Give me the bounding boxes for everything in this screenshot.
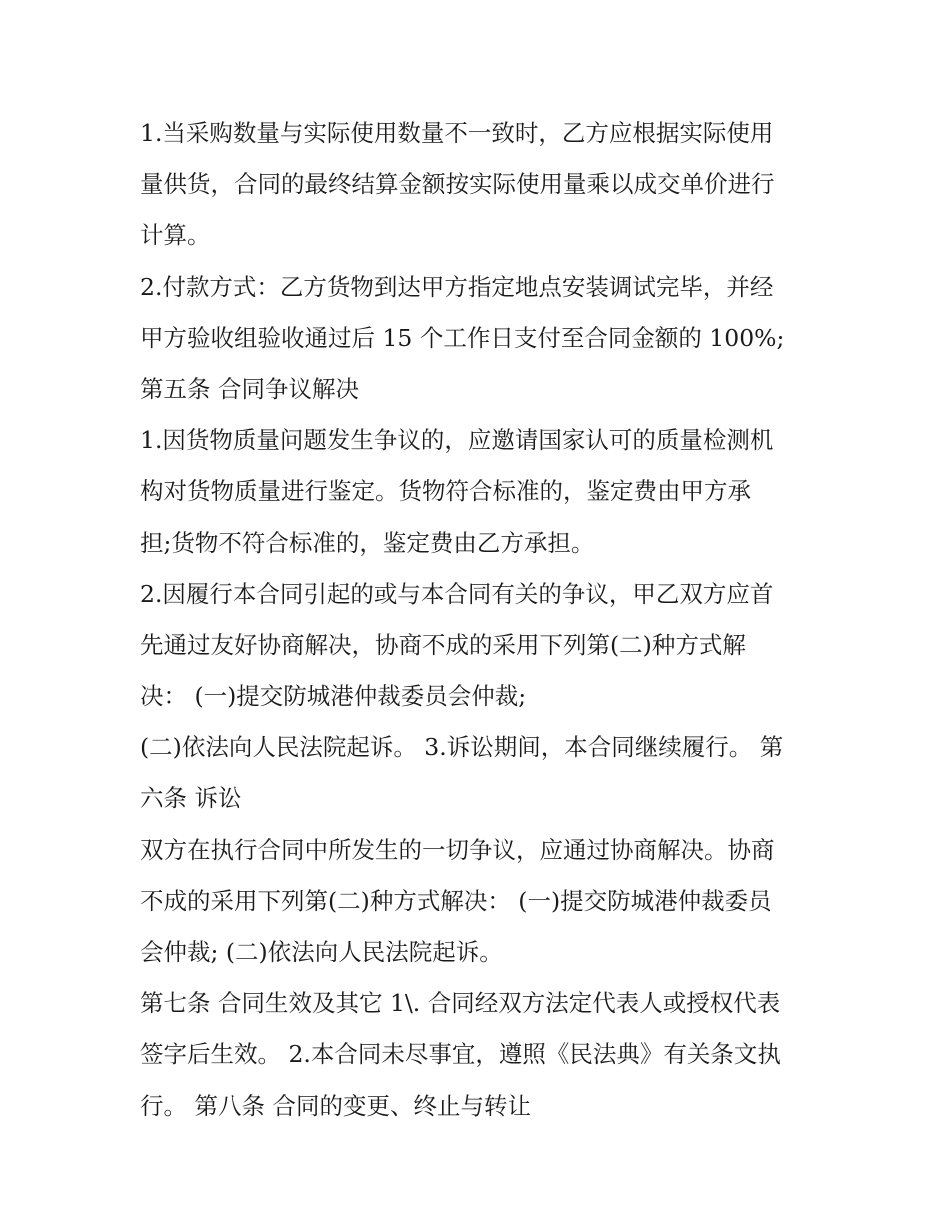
text-line: 1.当采购数量与实际使用数量不一致时，乙方应根据实际使用 [140, 119, 774, 147]
text-line: 计算。 [140, 221, 211, 250]
text-line: 先通过友好协商解决，协商不成的采用下列第(二)种方式解 [140, 630, 746, 659]
text-line: 担;货物不符合标准的，鉴定费由乙方承担。 [140, 528, 595, 557]
text-line: 甲方验收组验收通过后 15 个工作日支付至合同金额的 100%; [140, 323, 785, 352]
text-line: (二)依法向人民法院起诉。 3.诉讼期间，本合同继续履行。 第 [140, 733, 784, 762]
text-line: 不成的采用下列第(二)种方式解决： (一)提交防城港仲裁委员 [140, 886, 772, 915]
text-line: 构对货物质量进行鉴定。货物符合标准的，鉴定费由甲方承 [140, 477, 751, 506]
text-line: 会仲裁; (二)依法向人民法院起诉。 [140, 938, 503, 966]
text-line: 2.付款方式：乙方货物到达甲方指定地点安装调试完毕，并经 [140, 272, 774, 301]
text-line: 1.因货物质量问题发生争议的，应邀请国家认可的质量检测机 [140, 426, 774, 455]
text-line: 签字后生效。 2.本合同未尽事宜，遵照《民法典》有关条文执 [140, 1040, 781, 1069]
text-line: 双方在执行合同中所发生的一切争议，应通过协商解决。协商 [140, 835, 775, 864]
text-line: 六条 诉讼 [140, 784, 242, 813]
text-line: 2.因履行本合同引起的或与本合同有关的争议，甲乙双方应首 [140, 579, 774, 608]
text-line: 行。 第八条 合同的变更、终止与转让 [140, 1091, 531, 1120]
section-heading: 第五条 合同争议解决 [140, 374, 359, 403]
document-body [140, 108, 820, 1132]
text-line: 第七条 合同生效及其它 1\. 合同经双方法定代表人或授权代表 [140, 989, 781, 1018]
text-line: 决： (一)提交防城港仲裁委员会仲裁; [140, 682, 527, 711]
text-line: 量供货，合同的最终结算金额按实际使用量乘以成交单价进行 [140, 170, 775, 199]
